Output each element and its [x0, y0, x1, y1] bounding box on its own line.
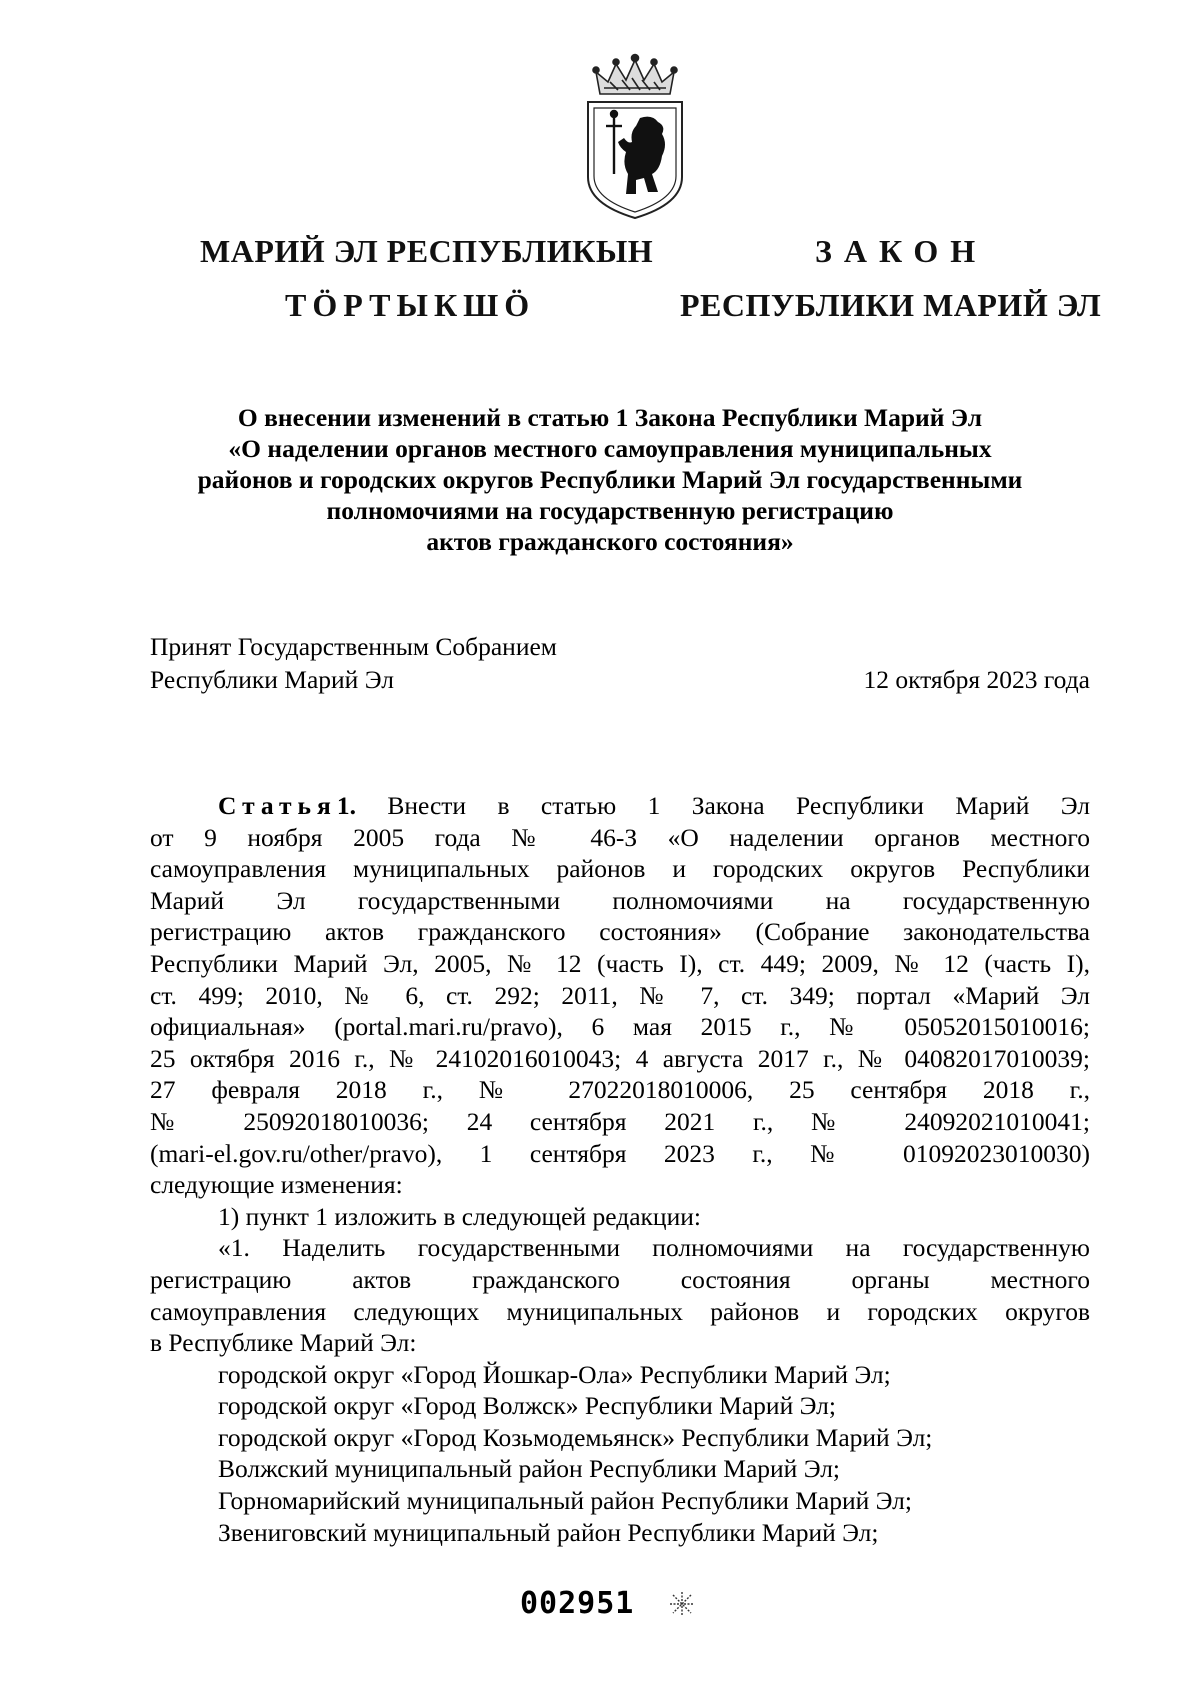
article-line: официальная» (portal.mari.ru/pravo), 6 мая 2015 г., № 05052015010016; — [150, 1012, 1090, 1042]
article-line: от 9 ноября 2005 года № 46-З «О наделении органов местного — [150, 822, 1090, 852]
serial-number: 002951 — [520, 1586, 635, 1621]
article-line: № 25092018010036; 24 сентября 2021 г., № 24092021010041; — [150, 1106, 1090, 1136]
article-line-text: Внести в статью 1 Закона Республики Марий Эл — [387, 791, 1090, 820]
district-list-item: городской округ «Город Йошкар-Ола» Республики Марий Эл; — [218, 1359, 891, 1389]
article-line: 27 февраля 2018 г., № 27022018010006, 25 сентября 2018 г., — [150, 1075, 1090, 1105]
district-list-item: Горномарийский муниципальный район Республики Марий Эл; — [218, 1486, 912, 1516]
law-title-line: «О наделении органов местного самоуправления муниципальных — [228, 434, 992, 463]
article-line: 25 октября 2016 г., № 24102016010043; 4 августа 2017 г., № 04082017010039; — [150, 1043, 1090, 1073]
article-line: регистрацию актов гражданского состояния» (Собрание законодательства — [150, 917, 1090, 947]
adoption-date: 12 октября 2023 года — [863, 665, 1090, 694]
adoption-line: Принят Государственным Собранием — [150, 632, 557, 661]
law-title — [130, 402, 1090, 557]
article-line: (mari-el.gov.ru/other/pravo), 1 сентября 2023 г., № 01092023010030) — [150, 1138, 1090, 1168]
header-mari-title: МАРИЙ ЭЛ РЕСПУБЛИКЫН — [200, 233, 654, 269]
article-line: следующие изменения: — [150, 1170, 403, 1200]
article-line — [150, 790, 1090, 822]
article-number: 1. — [336, 791, 356, 820]
article-line: ст. 499; 2010, № 6, ст. 292; 2011, № 7, ст. 349; портал «Марий Эл — [150, 980, 1090, 1010]
header-law-subtitle: РЕСПУБЛИКИ МАРИЙ ЭЛ — [680, 287, 1102, 323]
quote-line: самоуправления следующих муниципальных районов и городских округов — [150, 1296, 1090, 1326]
header-law-title: ЗАКОН — [815, 233, 988, 269]
law-title-line: актов гражданского состояния» — [426, 527, 794, 556]
article-body — [150, 790, 1090, 1548]
article-line: Республики Марий Эл, 2005, № 12 (часть I), ст. 449; 2009, № 12 (часть I), — [150, 948, 1090, 978]
article-label: Статья — [218, 791, 337, 820]
header-mari-subtitle: ТӦРТЫКШӦ — [285, 287, 536, 323]
asterisk-mark-icon — [668, 1590, 696, 1618]
district-list-item: городской округ «Город Волжск» Республики Марий Эл; — [218, 1391, 836, 1421]
district-list-item: Звениговский муниципальный район Республики Марий Эл; — [218, 1517, 879, 1547]
article-line: Марий Эл государственными полномочиями на государственную — [150, 885, 1090, 915]
law-title-line: О внесении изменений в статью 1 Закона Республики Марий Эл — [237, 403, 983, 432]
quote-line: регистрацию актов гражданского состояния органы местного — [150, 1264, 1090, 1294]
adoption-line: Республики Марий Эл — [150, 665, 394, 694]
quote-line: «1. Наделить государственными полномочиями на государственную — [218, 1233, 1090, 1263]
adoption-note — [150, 630, 557, 696]
district-list-item: городской округ «Город Козьмодемьянск» Республики Марий Эл; — [218, 1422, 933, 1452]
law-title-line: районов и городских округов Республики Марий Эл государственными — [197, 465, 1023, 494]
law-title-line: полномочиями на государственную регистрацию — [326, 496, 894, 525]
article-line: самоуправления муниципальных районов и городских округов Республики — [150, 854, 1090, 884]
district-list-item: Волжский муниципальный район Республики Марий Эл; — [218, 1454, 840, 1484]
coat-of-arms-emblem — [570, 52, 700, 222]
amendment-item: 1) пункт 1 изложить в следующей редакции: — [218, 1201, 701, 1231]
quote-line: в Республике Марий Эл: — [150, 1328, 417, 1358]
